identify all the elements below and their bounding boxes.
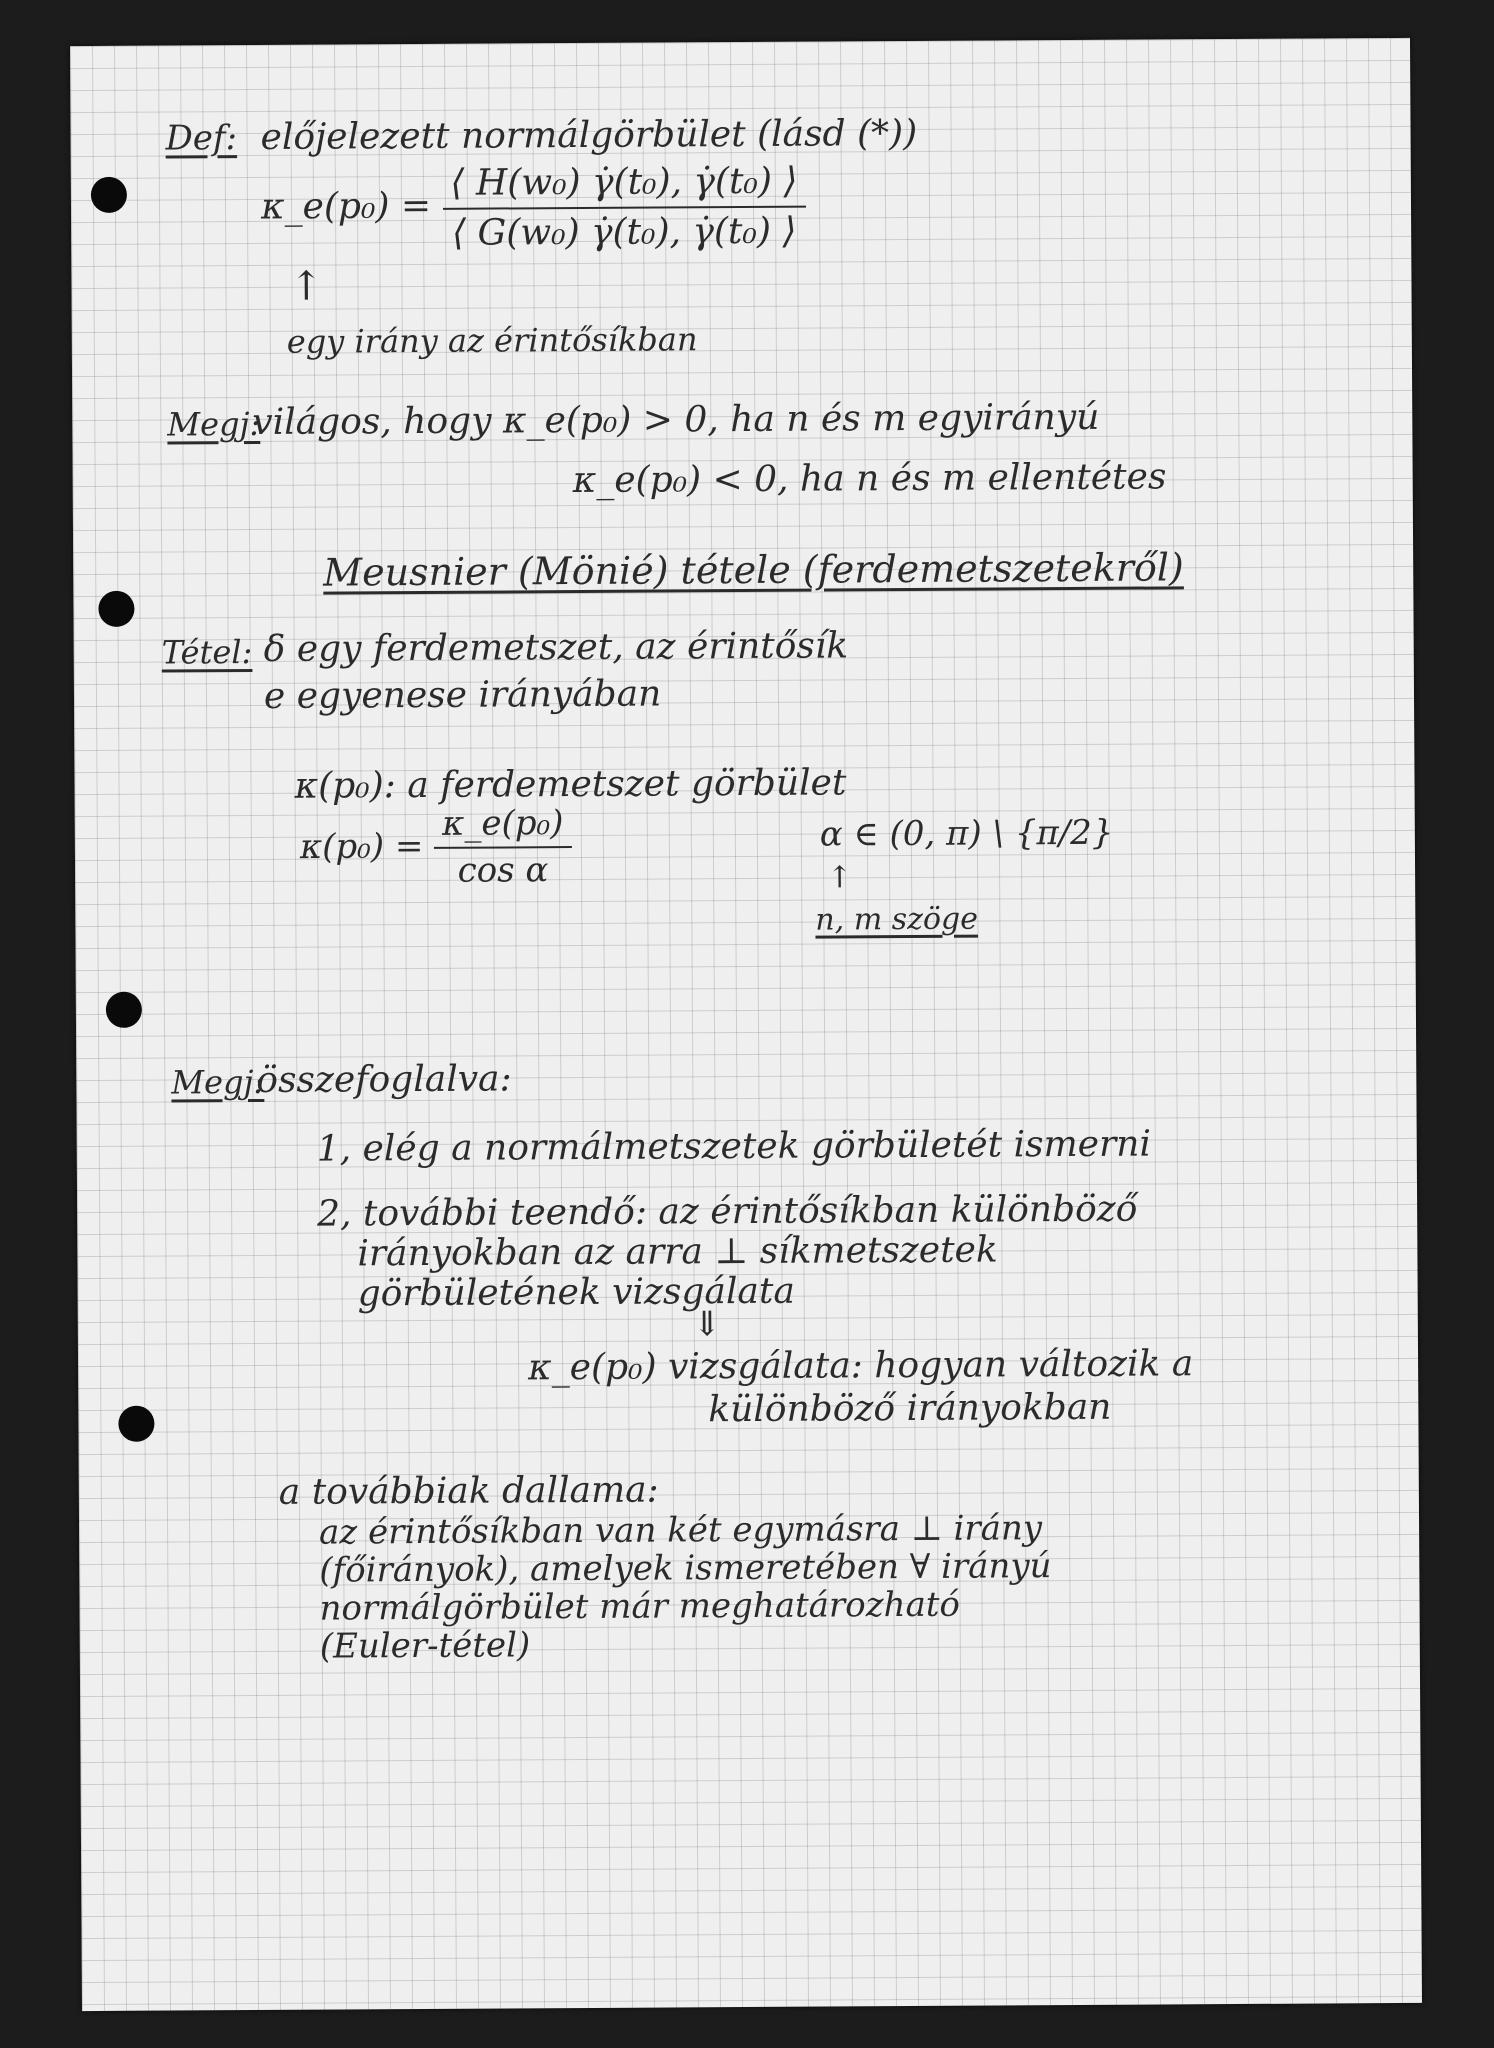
alpha-range: α ∈ (0, π) \ {π/2} (819, 812, 1114, 855)
kappa-denominator: cos α (457, 850, 549, 892)
further-line2: (főirányok), amelyek ismeretében ∀ irányú (319, 1546, 1052, 1591)
list-item-2-line1: 2, további teendő: az érintősíkban különböző (317, 1188, 1138, 1235)
further-line1: az érintősíkban van két egymásra ⊥ irány (318, 1508, 1043, 1553)
tetel-line2: e egyenese irányában (263, 673, 662, 717)
formula-numerator: ⟨ H(w₀) γ̇(t₀), γ̇(t₀) ⟩ (442, 162, 805, 210)
megj1-line2: κ_e(p₀) < 0, ha n és m ellentétes (572, 456, 1167, 502)
notebook-page (70, 38, 1422, 2011)
kappa-fraction (434, 805, 572, 891)
vizsgalat-line2: különböző irányokban (708, 1386, 1112, 1431)
def-text: előjelezett normálgörbület (lásd (*)) (260, 112, 918, 158)
vizsgalat-line1: κ_e(p₀) vizsgálata: hogyan változik a (527, 1343, 1194, 1389)
further-line3: normálgörbület már meghatározható (319, 1584, 961, 1629)
list-item-2-line3: görbületének vizsgálata (357, 1270, 795, 1315)
curvature-formula (261, 162, 806, 255)
punch-hole (106, 992, 142, 1028)
kappa-lhs: κ(p₀) = (299, 826, 424, 868)
def-label: Def: (165, 118, 238, 159)
kappa-definition: κ(p₀): a ferdemetszet görbület (294, 762, 847, 807)
up-arrow-icon: ↑ (289, 263, 324, 310)
arrow-note: egy irány az érintősíkban (286, 320, 698, 361)
punch-hole (118, 1406, 154, 1442)
punch-hole (91, 177, 127, 213)
formula-denominator: ⟨ G(w₀) γ̇(t₀), γ̇(t₀) ⟩ (451, 210, 797, 254)
kappa-numerator: κ_e(p₀) (434, 805, 572, 849)
list-item-1: 1, elég a normálmetszetek görbületét ismerni (316, 1123, 1152, 1170)
tetel-label: Tétel: (161, 633, 253, 672)
megj2-label: Megj: (171, 1062, 265, 1102)
tetel-line1: δ egy ferdemetszet, az érintősík (263, 625, 849, 670)
up-arrow-icon: ↑ (826, 860, 853, 896)
further-line4: (Euler-tétel) (319, 1625, 531, 1667)
punch-hole (98, 591, 134, 627)
meusnier-formula (300, 805, 572, 891)
megj2-text: összefoglalva: (256, 1058, 512, 1101)
alpha-note: n, m szöge (815, 901, 979, 938)
formula-fraction (442, 162, 806, 253)
list-item-2-line2: irányokban az arra ⊥ síkmetszetek (357, 1229, 998, 1275)
further-title: a továbbiak dallama: (278, 1469, 659, 1513)
section-heading: Meusnier (Mönié) tétele (ferdemetszetekről) (323, 545, 1184, 595)
implies-arrow-icon: ⇓ (692, 1304, 722, 1345)
megj1-label: Megj: (167, 404, 261, 444)
formula-lhs: κ_e(p₀) = (260, 185, 432, 228)
megj1-line1: világos, hogy κ_e(p₀) > 0, ha n és m egyirányú (252, 396, 1100, 444)
